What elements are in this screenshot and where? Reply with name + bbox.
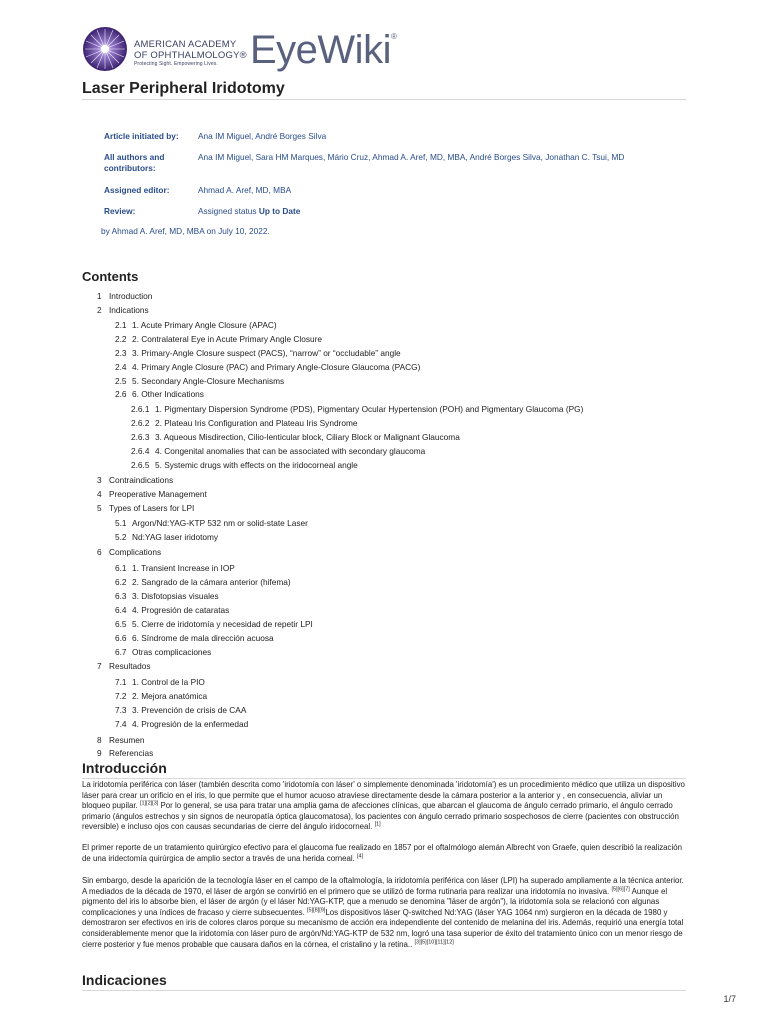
toc-text: 5. Systemic drugs with effects on the iridocorneal angle	[155, 460, 358, 470]
org-tagline: Protecting Sight. Empowering Lives.	[134, 61, 218, 67]
toc-text: 6. Síndrome de mala dirección acuosa	[132, 633, 274, 643]
toc-item-7-3[interactable]	[115, 705, 246, 715]
toc-number: 2.2	[115, 334, 127, 344]
section-heading-introduccion: Introducción	[82, 760, 167, 776]
toc-number: 2	[97, 305, 102, 315]
toc-text: Referencias	[109, 748, 154, 758]
para-text: Por lo general, se usa para tratar una amplia gama de afecciones clínicas, que abarcan el glaucoma de ángulo cerrado primario, el ángulo cerrado primario (ángulos estrechos y sin signos de neuropatía óptica glaucomatosa), los pacientes con ángulo cerrado primario sospechosos de cierre (pacientes con obstrucción reversible) e incluso ojos con causas secundarias de cierre del ángulo iridocorneal.	[82, 801, 679, 832]
toc-number: 2.6.2	[131, 418, 150, 428]
toc-item-2-6[interactable]	[115, 389, 204, 399]
toc-number: 6.7	[115, 647, 127, 657]
toc-number: 5.1	[115, 518, 127, 528]
toc-text: 2. Plateau Iris Configuration and Plateau Iris Syndrome	[155, 418, 358, 428]
toc-number: 6.6	[115, 633, 127, 643]
toc-number: 3	[97, 475, 102, 485]
citation-link[interactable]: [5][8][9]	[307, 907, 326, 914]
eyewiki-logo[interactable]	[250, 28, 396, 73]
para-text: Los dispositivos láser Q-switched Nd:YAG (láser YAG 1064 nm) surgieron en la década de 1980 y demostraron ser efectivos en iris de colores claros porque su mecanismo de acción era independiente del contenido de melanina del iris. Además, requirió una energía total considerablemente menor que la iridotomía con láser puro de argón/Nd:YAG-KTP de 532 nm, logró una tasa superior de éxito del tratamiento único con un menor riesgo de cierre posterior y fue menos probable que causara daños en la córnea, el cristalino y la retina..	[82, 907, 684, 949]
toc-number: 6.1	[115, 563, 127, 573]
toc-text: 3. Primary-Angle Closure suspect (PACS), “narrow” or “occludable” angle	[132, 348, 401, 358]
page-title: Laser Peripheral Iridotomy	[82, 80, 285, 97]
toc-number: 2.6	[115, 389, 127, 399]
toc-number: 2.6.1	[131, 404, 150, 414]
toc-text: 4. Primary Angle Closure (PAC) and Primary Angle-Closure Glaucoma (PACG)	[132, 362, 421, 372]
toc-item-5[interactable]	[97, 503, 194, 513]
section-divider	[82, 990, 686, 991]
citation-link[interactable]: [4]	[357, 852, 364, 859]
toc-item-6[interactable]	[97, 547, 161, 557]
toc-number: 7.3	[115, 705, 127, 715]
page-number: 1/7	[723, 994, 736, 1004]
toc-text: 2. Mejora anatómica	[132, 691, 208, 701]
toc-text: Contraindications	[109, 475, 174, 485]
title-divider	[82, 99, 686, 100]
toc-number: 7	[97, 661, 102, 671]
toc-text: Complications	[109, 547, 162, 557]
toc-item-6-1[interactable]	[115, 563, 235, 573]
toc-item-2-6-2[interactable]	[131, 418, 357, 428]
contents-heading: Contents	[82, 269, 139, 284]
toc-text: 1. Pigmentary Dispersion Syndrome (PDS), Pigmentary Ocular Hypertension (POH) and Pigmentary Glaucoma (PG)	[155, 404, 584, 414]
toc-item-2-5[interactable]	[115, 376, 284, 386]
meta-label: Article initiated by:	[104, 131, 179, 141]
toc-number: 1	[97, 291, 102, 301]
org-line1: AMERICAN ACADEMY	[134, 39, 237, 50]
toc-item-2-6-4[interactable]	[131, 446, 425, 456]
meta-label: Review:	[104, 206, 136, 216]
toc-number: 2.6.3	[131, 432, 150, 442]
para-text: El primer reporte de un tratamiento quirúrgico efectivo para el glaucoma fue realizado en 1857 por el oftalmólogo alemán Albrecht von Graefe, quien describió la realización de una iridectomía quirúrgica de amplio sector a través de una herida corneal.	[82, 843, 683, 863]
toc-number: 7.4	[115, 719, 127, 729]
meta-value-link[interactable]: Ahmad A. Aref, MD, MBA	[198, 185, 292, 195]
toc-item-6-4[interactable]	[115, 605, 229, 615]
toc-text: 5. Secondary Angle-Closure Mechanisms	[132, 376, 285, 386]
toc-text: Otras complicaciones	[132, 647, 212, 657]
section-divider	[82, 778, 686, 779]
toc-item-7-4[interactable]	[115, 719, 248, 729]
toc-number: 6.4	[115, 605, 127, 615]
toc-item-2-3[interactable]	[115, 348, 401, 358]
byline: by Ahmad A. Aref, MD, MBA on July 10, 2022.	[101, 226, 270, 236]
citation-link[interactable]: [1][2][3]	[139, 800, 159, 807]
toc-number: 6	[97, 547, 102, 557]
aao-logo-icon	[82, 26, 128, 72]
toc-number: 4	[97, 489, 102, 499]
meta-label: All authors and contributors:	[104, 152, 165, 173]
intro-paragraph-1	[82, 780, 686, 833]
toc-text: 4. Congenital anomalies that can be associated with secondary glaucoma	[155, 446, 426, 456]
toc-text: 4. Progresión de la enfermedad	[132, 719, 249, 729]
toc-text: 5. Cierre de iridotomía y necesidad de repetir LPI	[132, 619, 313, 629]
toc-number: 2.5	[115, 376, 127, 386]
toc-number: 8	[97, 735, 102, 745]
toc-item-3[interactable]	[97, 475, 173, 485]
toc-item-2-2[interactable]	[115, 334, 322, 344]
review-status	[198, 206, 668, 217]
meta-value-link[interactable]: Ana IM Miguel, Sara HM Marques, Mário Cruz, Ahmad A. Aref, MD, MBA, André Borges Silva, Jonathan C. Tsui, MD	[198, 152, 625, 162]
toc-number: 7.2	[115, 691, 127, 701]
toc-text: 1. Acute Primary Angle Closure (APAC)	[132, 320, 277, 330]
toc-item-7-2[interactable]	[115, 691, 207, 701]
toc-item-5-1[interactable]	[115, 518, 308, 528]
intro-paragraph-2	[82, 843, 686, 864]
section-heading-indicaciones: Indicaciones	[82, 972, 167, 988]
toc-text: 2. Sangrado de la cámara anterior (hifema)	[132, 577, 291, 587]
toc-text: 4. Progresión de cataratas	[132, 605, 230, 615]
toc-number: 2.4	[115, 362, 127, 372]
toc-number: 5	[97, 503, 102, 513]
toc-item-2-1[interactable]	[115, 320, 277, 330]
toc-item-6-6[interactable]	[115, 633, 274, 643]
toc-number: 2.1	[115, 320, 127, 330]
intro-paragraph-3	[82, 876, 686, 950]
toc-item-6-2[interactable]	[115, 577, 291, 587]
toc-item-2-4[interactable]	[115, 362, 420, 372]
toc-text: Preoperative Management	[109, 489, 207, 499]
toc-item-9[interactable]	[97, 748, 153, 758]
toc-item-7-1[interactable]	[115, 677, 205, 687]
toc-item-8[interactable]	[97, 735, 145, 745]
toc-text: 2. Contralateral Eye in Acute Primary Angle Closure	[132, 334, 322, 344]
toc-item-2-6-3[interactable]	[131, 432, 460, 442]
review-prefix: Assigned status	[198, 206, 257, 216]
review-status-value: Up to Date	[258, 206, 301, 216]
toc-item-5-2[interactable]	[115, 532, 218, 542]
toc-item-1[interactable]	[97, 291, 152, 301]
para-text: Sin embargo, desde la aparición de la tecnología láser en el campo de la oftalmología, la iridotomía periférica con láser (LPI) ha superado ampliamente a la técnica anterior. A mediados de la década de 1970, el láser de argón se convirtió en el primero que se utilizó de forma rutinaria para realizar una iridotomía no invasiva.	[82, 876, 684, 896]
toc-text: Indications	[109, 305, 149, 315]
org-line2: OF OPHTHALMOLOGY®	[134, 50, 247, 61]
toc-text: Nd:YAG laser iridotomy	[132, 532, 219, 542]
toc-number: 6.3	[115, 591, 127, 601]
toc-number: 7.1	[115, 677, 127, 687]
citation-link[interactable]: [1]	[374, 821, 381, 828]
brand-mark: ®	[390, 32, 397, 41]
toc-item-2[interactable]	[97, 305, 149, 315]
meta-value-link[interactable]: Ana IM Miguel, André Borges Silva	[198, 131, 327, 141]
brand-text: EyeWiki	[250, 28, 391, 72]
toc-item-4[interactable]	[97, 489, 207, 499]
citation-link[interactable]: [3][5][10][11][12]	[414, 938, 454, 945]
toc-number: 2.3	[115, 348, 127, 358]
toc-text: 3. Aqueous Misdirection, Cilio-lenticular block, Ciliary Block or Malignant Glaucoma	[155, 432, 460, 442]
toc-text: Resultados	[109, 661, 151, 671]
toc-item-2-6-5[interactable]	[131, 460, 358, 470]
toc-item-2-6-1[interactable]	[131, 404, 583, 414]
toc-text: Argon/Nd:YAG-KTP 532 nm or solid-state Laser	[132, 518, 308, 528]
toc-text: 3. Disfotopsias visuales	[132, 591, 219, 601]
toc-number: 9	[97, 748, 102, 758]
toc-text: 1. Control de la PIO	[132, 677, 205, 687]
para-text: La iridotomía periférica con láser (también descrita como 'iridotomía con láser' o simplemente denominada 'iridotomía') es un procedimiento médico que utiliza un dispositivo láser para crear un orificio en el iris, lo que permite que el humor acuoso atraviese directamente desde la cámara posterior a la anterior y , en consecuencia, aliviar un bloqueo pupilar.	[82, 780, 685, 811]
toc-text: Resumen	[109, 735, 145, 745]
toc-number: 2.6.5	[131, 460, 150, 470]
toc-number: 6.2	[115, 577, 127, 587]
citation-link[interactable]: [5][6][7]	[611, 885, 630, 892]
toc-number: 2.6.4	[131, 446, 150, 456]
toc-item-6-3[interactable]	[115, 591, 219, 601]
toc-item-6-5[interactable]	[115, 619, 313, 629]
meta-label: Assigned editor:	[104, 185, 170, 195]
toc-text: 6. Other Indications	[132, 389, 204, 399]
site-header	[82, 26, 422, 78]
toc-number: 5.2	[115, 532, 127, 542]
org-name	[134, 39, 247, 68]
toc-number: 6.5	[115, 619, 127, 629]
toc-item-6-7[interactable]	[115, 647, 211, 657]
toc-text: Types of Lasers for LPI	[109, 503, 195, 513]
toc-text: 1. Transient Increase in IOP	[132, 563, 235, 573]
toc-text: 3. Prevención de crisis de CAA	[132, 705, 247, 715]
toc-text: Introduction	[109, 291, 153, 301]
toc-item-7[interactable]	[97, 661, 151, 671]
para-text: Aunque el pigmento del iris lo absorbe bien, el láser de argón (y el láser Nd:YAG-KTP, que a menudo se denomina "láser de argón"), la iridotomía sola se relacionó con algunas complicaciones y una índices de fracaso y cierre subsecuentes.	[82, 886, 668, 917]
